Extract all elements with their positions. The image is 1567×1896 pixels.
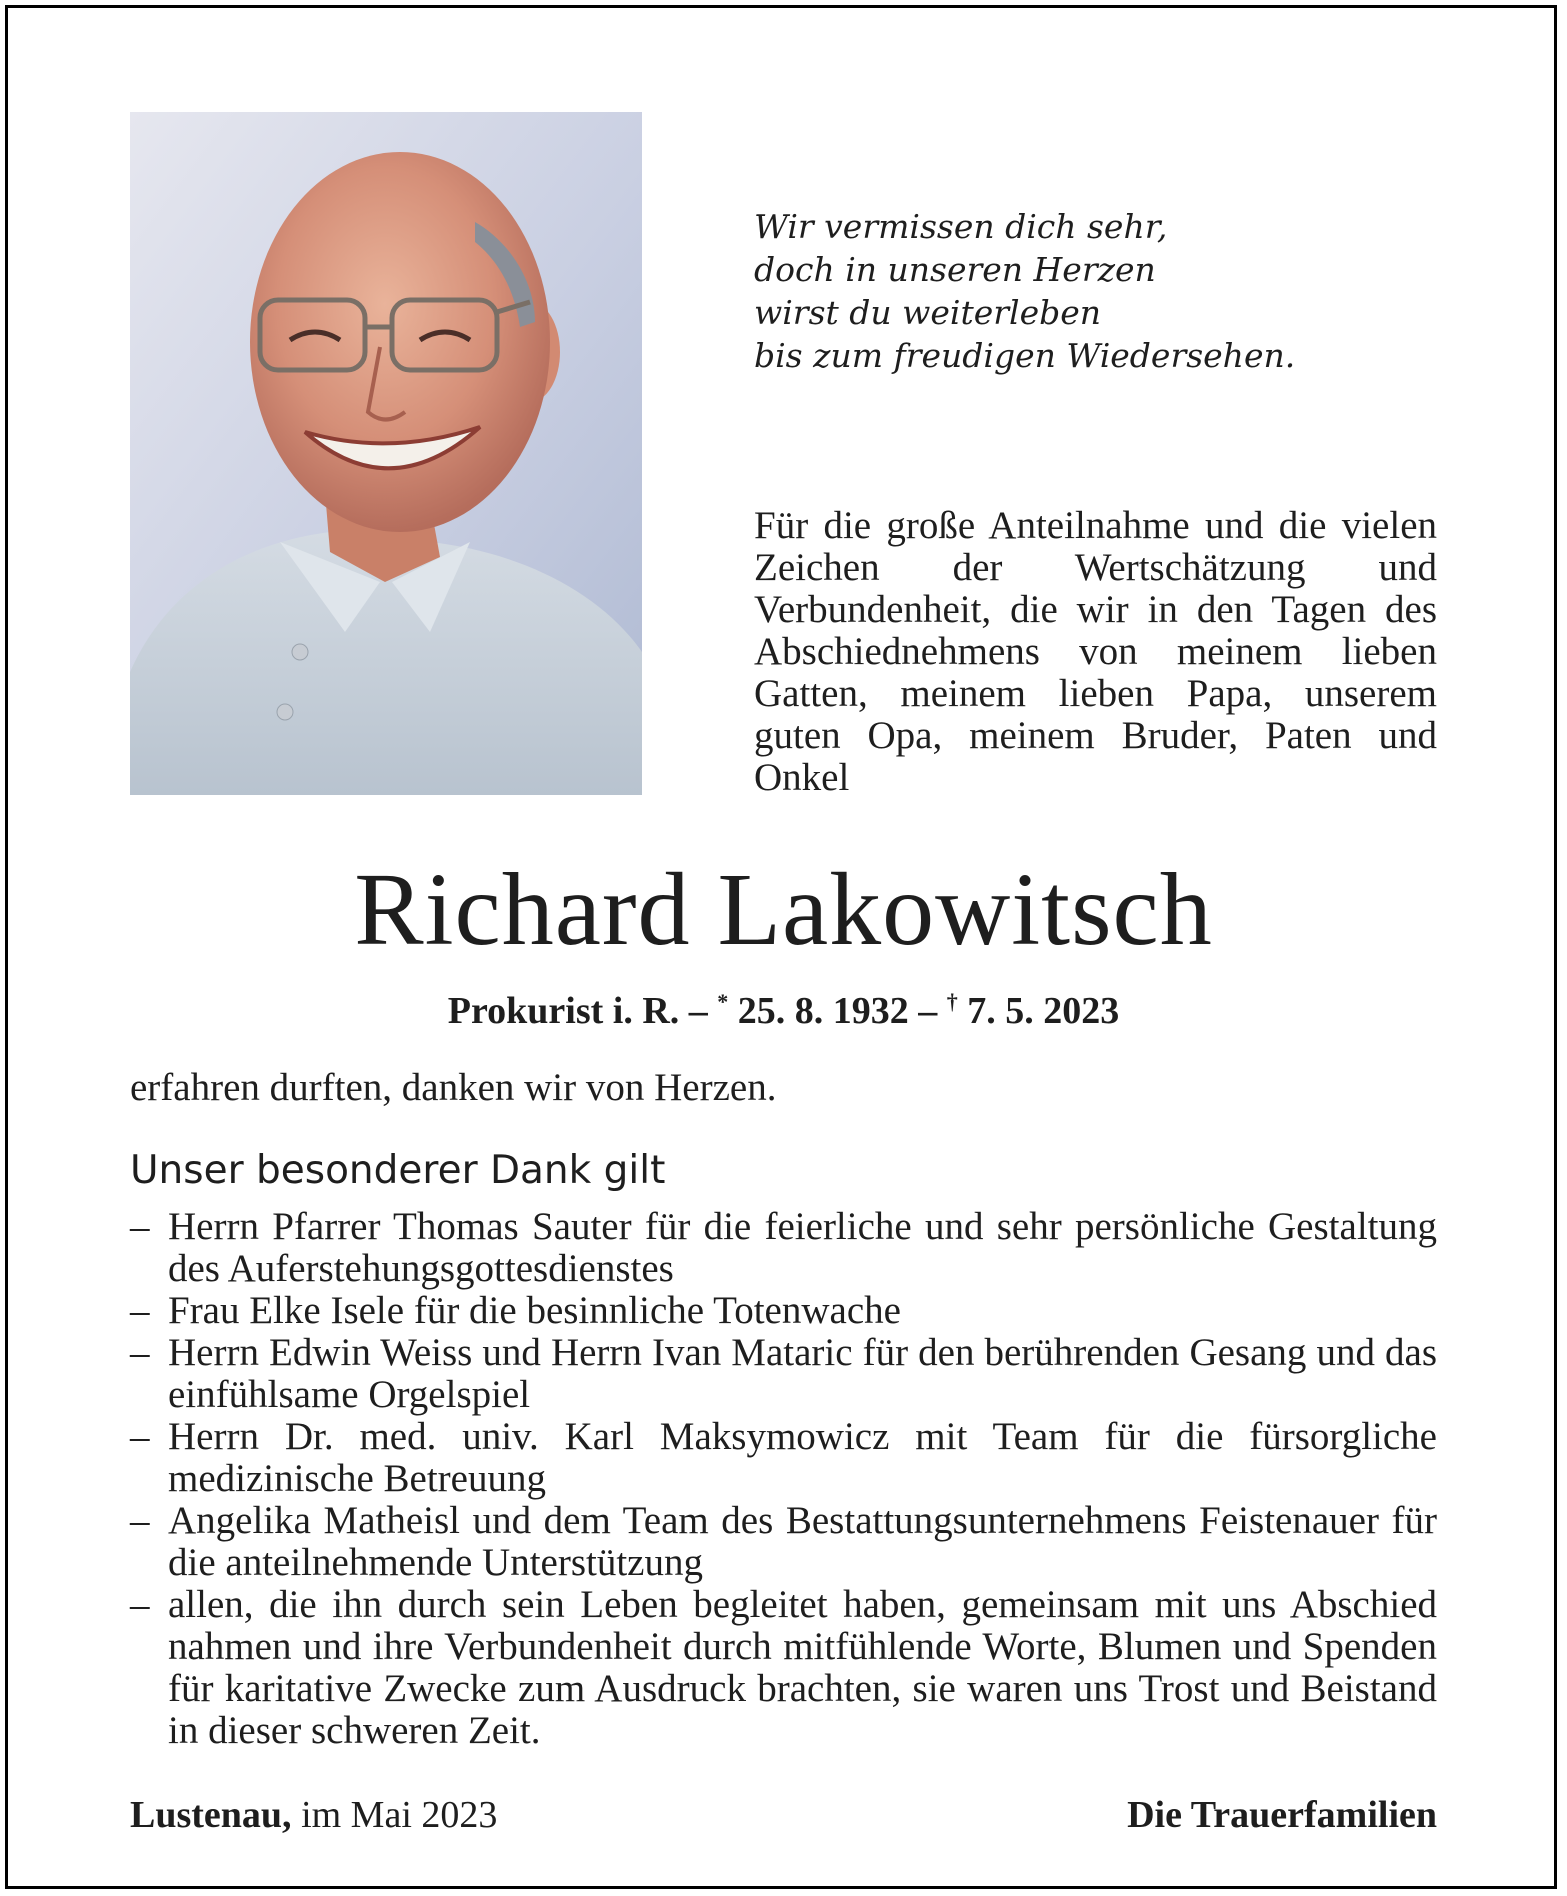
separator: – — [918, 990, 938, 1032]
poem-line: bis zum freudigen Wiedersehen. — [754, 336, 1296, 375]
list-item — [130, 1332, 1437, 1416]
list-item-text: Frau Elke Isele für die besinnliche Totenwache — [168, 1289, 901, 1332]
poem-line: wirst du weiterleben — [754, 293, 1102, 332]
list-bullet: – — [130, 1415, 150, 1458]
deceased-title: Prokurist i. R. — [447, 990, 680, 1032]
list-bullet: – — [130, 1289, 150, 1332]
special-thanks-list — [130, 1206, 1437, 1752]
list-item — [130, 1584, 1437, 1752]
list-item-text: allen, die ihn durch sein Leben begleitet haben, gemeinsam mit uns Abschied nahmen und ihre Verbundenheit durch mitfühlende Worte, Blumen und Spenden für karitative Zwecke zum Ausdruck brachten, sie waren uns Trost und Beistand in dieser schweren Zeit. — [168, 1583, 1437, 1752]
list-bullet: – — [130, 1583, 150, 1626]
memorial-poem — [754, 205, 1414, 377]
separator: – — [688, 990, 708, 1032]
death-date: 7. 5. 2023 — [967, 990, 1120, 1032]
footer-date: im Mai 2023 — [301, 1794, 498, 1836]
list-item — [130, 1500, 1437, 1584]
birth-symbol: * — [717, 989, 729, 1014]
list-item — [130, 1290, 1437, 1332]
deceased-details — [0, 977, 1567, 1036]
birth-date: 25. 8. 1932 — [737, 990, 909, 1032]
poem-line: Wir vermissen dich sehr, — [754, 207, 1168, 246]
special-thanks-heading: Unser besonderer Dank gilt — [130, 1148, 666, 1193]
list-bullet: – — [130, 1331, 150, 1374]
list-item — [130, 1206, 1437, 1290]
intro-paragraph: Für die große Anteilnahme und die vielen Zeichen der Wertschätzung und Verbundenheit, die wir in den Tagen des Abschiednehmens von meinem lieben Gatten, meinem lieben Papa, unserem guten Opa, meinem Bruder, Paten und Onkel — [754, 504, 1437, 799]
deceased-name: Richard Lakowitsch — [354, 852, 1213, 967]
list-item — [130, 1416, 1437, 1500]
list-item-text: Herrn Pfarrer Thomas Sauter für die feierliche und sehr persönliche Gestaltung des Auferstehungsgottesdienstes — [168, 1205, 1437, 1290]
poem-line: doch in unseren Herzen — [754, 250, 1156, 289]
list-item-text: Herrn Edwin Weiss und Herrn Ivan Mataric für den berührenden Gesang und das einfühlsame Orgelspiel — [168, 1331, 1437, 1416]
list-bullet: – — [130, 1499, 150, 1542]
list-item-text: Herrn Dr. med. univ. Karl Maksymowicz mit Team für die fürsorgliche medizinische Betreuung — [168, 1415, 1437, 1500]
death-symbol: † — [946, 989, 958, 1014]
footer-place: Lustenau, — [130, 1794, 292, 1836]
portrait-photo — [130, 112, 642, 795]
list-item-text: Angelika Matheisl und dem Team des Bestattungsunternehmens Feistenauer für die anteilnehmende Unterstützung — [168, 1499, 1437, 1584]
footer-signature: Die Trauerfamilien — [1127, 1794, 1437, 1836]
list-bullet: – — [130, 1205, 150, 1248]
closing-sentence: erfahren durften, danken wir von Herzen. — [130, 1066, 777, 1109]
footer-place-date — [130, 1790, 497, 1840]
